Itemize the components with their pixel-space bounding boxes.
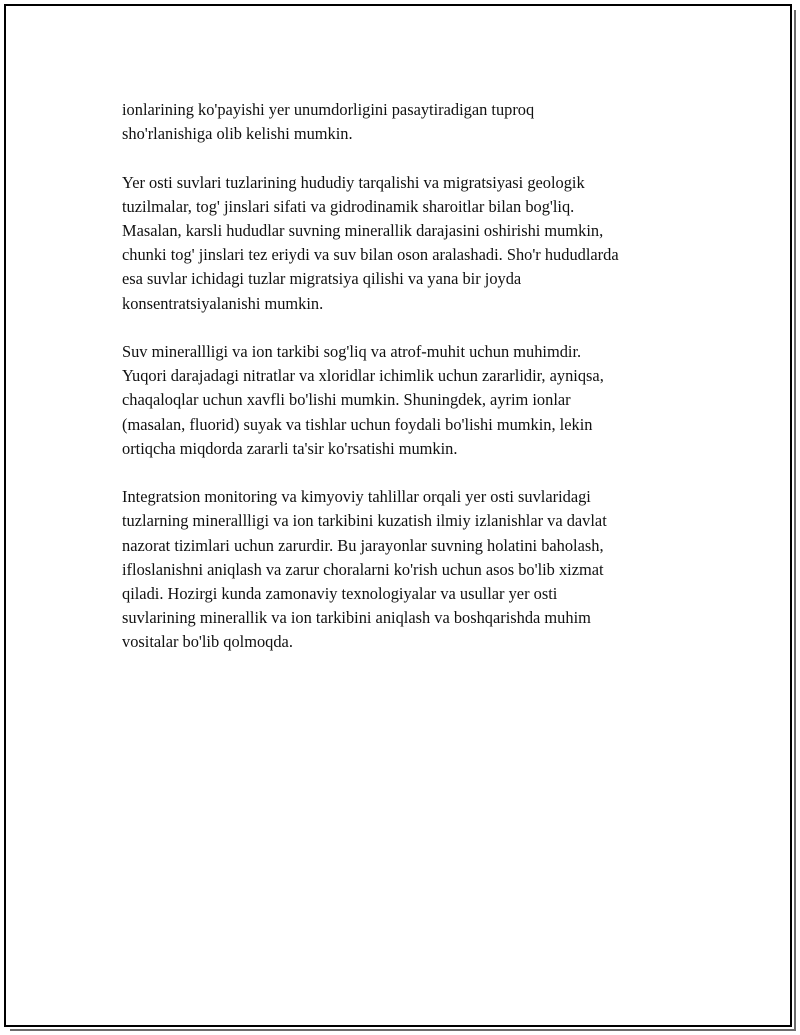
text-line: vositalar bo'lib qolmoqda.: [122, 632, 293, 652]
document-body: [122, 98, 702, 679]
page-frame: [4, 4, 792, 1027]
text-line: tuzlarning minerallligi va ion tarkibini kuzatish ilmiy izlanishlar va davlat: [122, 511, 607, 531]
text-line: qiladi. Hozirgi kunda zamonaviy texnologiyalar va usullar yer osti: [122, 584, 558, 604]
paragraph-2: [122, 171, 702, 316]
text-line: Masalan, karsli hududlar suvning minerallik darajasini oshirishi mumkin,: [122, 221, 604, 240]
text-line: ortiqcha miqdorda zararli ta'sir ko'rsatishi mumkin.: [122, 438, 458, 458]
text-line: ionlarining ko'payishi yer unumdorligini pasaytiradigan tuproq: [122, 100, 535, 119]
text-line: ifloslanishni aniqlash va zarur choralarni ko'rish uchun asos bo'lib xizmat: [122, 559, 604, 579]
text-line: (masalan, fluorid) suyak va tishlar uchun foydali bo'lishi mumkin, lekin: [122, 414, 593, 434]
text-line: konsentratsiyalanishi mumkin.: [122, 293, 324, 313]
paragraph-3: [122, 340, 702, 461]
text-line: chunki tog' jinslari tez eriydi va suv bilan oson aralashadi. Sho'r hududlarda: [122, 245, 619, 265]
text-line: Integratsion monitoring va kimyoviy tahlillar orqali yer osti suvlaridagi: [122, 487, 591, 507]
text-line: Yer osti suvlari tuzlarining hududiy tarqalishi va migratsiyasi geologik: [122, 172, 585, 192]
text-line: nazorat tizimlari uchun zarurdir. Bu jarayonlar suvning holatini baholash,: [122, 535, 604, 555]
text-line: tuzilmalar, tog' jinslari sifati va gidrodinamik sharoitlar bilan bog'liq.: [122, 196, 575, 216]
text-line: sho'rlanishiga olib kelishi mumkin.: [122, 124, 353, 144]
text-line: suvlarining minerallik va ion tarkibini aniqlash va boshqarishda muhim: [122, 608, 591, 628]
text-line: esa suvlar ichidagi tuzlar migratsiya qilishi va yana bir joyda: [122, 269, 522, 289]
text-line: Yuqori darajadagi nitratlar va xloridlar ichimlik uchun zararlidir, ayniqsa,: [122, 366, 604, 386]
text-line: chaqaloqlar uchun xavfli bo'lishi mumkin. Shuningdek, ayrim ionlar: [122, 390, 571, 410]
paragraph-4: [122, 485, 702, 654]
paragraph-1: [122, 98, 702, 146]
text-line: Suv minerallligi va ion tarkibi sog'liq va atrof-muhit uchun muhimdir.: [122, 342, 582, 361]
